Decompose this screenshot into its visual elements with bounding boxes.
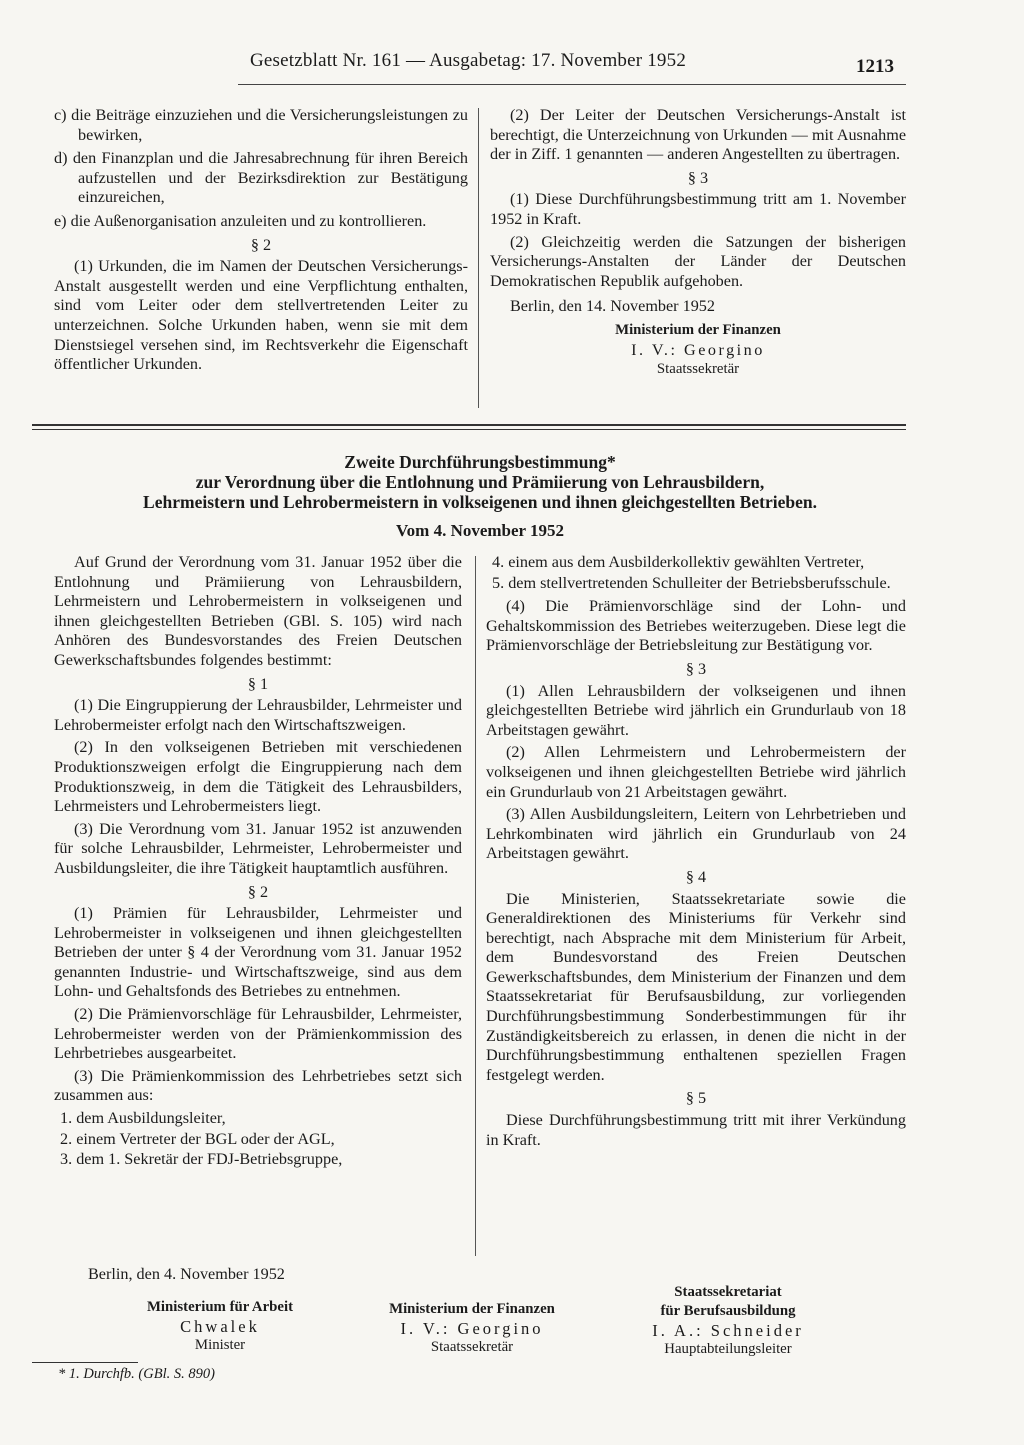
list-item: 3. dem 1. Sekretär der FDJ-Betriebsgruppe,: [60, 1150, 343, 1169]
left-column: [54, 553, 462, 1171]
decree-date: Vom 4. November 1952: [395, 521, 565, 540]
column-divider: [475, 556, 476, 1256]
paragraph: (3) Allen Ausbildungsleitern, Leitern von Lehrbetrieben und Lehrkombinaten wird jährlich ein Grundurlaub von 24 Arbeitstagen gewährt.: [486, 805, 906, 863]
signature-name: I. A.: Schneider: [652, 1321, 804, 1340]
paragraph: (1) Urkunden, die im Namen der Deutschen Versicherungs-Anstalt ausgestellt werden und eine Verpflichtung enthalten, sind vom Leiter oder dem stellvertretenden Leiter zu unterzeichnen. Solche Urkunden haben, wenn sie mit dem Dienstsiegel versehen sind, im Rechtsverkehr die Eigenschaft öffentlicher Urkunden.: [54, 257, 468, 374]
signature-org: Staatssekretariat: [674, 1284, 782, 1300]
paragraph: (1) Prämien für Lehrausbilder, Lehrmeister und Lehrobermeister in volkseigenen und ihnen gleichgestellten Betrieben der unter § 4 der Verordnung vom 31. Januar 1952 genannten Industrie- und Wirtschaftszweige, sind aus dem Lohn- und Gehaltsfonds des Betriebes zu entnehmen.: [54, 904, 462, 1001]
paragraph: Die Ministerien, Staatssekretariate sowie die Generaldirektionen des Ministeriums für Verkehr sind berechtigt, nach Absprache mit dem Ministerium für Arbeit, dem Bundesvorstand des Freien Deutschen Gewerkschaftsbundes, dem Ministerium der Finanzen und dem Staatssekretariat für Berufsausbildung, zur vorliegenden Durchführungsbestimmung Sonderbestimmungen für ihr Zuständigkeitsbereich zu erlassen, in denen die nicht in der Durchführungsbestimmung enthaltenen speziellen Fragen festgelegt werden.: [486, 889, 906, 1084]
section-heading: § 2: [250, 235, 272, 254]
paragraph: (2) In den volkseigenen Betrieben mit verschiedenen Produktionszweigen erfolgt die Eingruppierung nach dem Produktionszweig, in dem die Tätigkeit des Lehrausbilders, Lehrmeisters und Lehrobermeisters liegt.: [54, 738, 462, 816]
signature-role: Staatssekretär: [656, 361, 740, 378]
paragraph: (3) Die Prämienkommission des Lehrbetriebes setzt sich zusammen aus:: [54, 1066, 462, 1105]
signature-role: Hauptabteilungsleiter: [664, 1341, 792, 1357]
paragraph: Auf Grund der Verordnung vom 31. Januar 1952 über die Entlohnung und Prämiierung von Lehrausbildern, Lehrmeistern und Lehrobermeistern in volkseigenen und ihnen gleichgestellten Betrieben (GBl. S. 105) wird nach Anhören des Bundesvorstandes des Freien Deutschen Gewerkschaftsbundes folgendes bestimmt:: [54, 553, 462, 669]
page-number: 1213: [856, 56, 894, 77]
top-right-column: [490, 106, 906, 380]
paragraph: (4) Die Prämienvorschläge sind der Lohn- und Gehaltskommission des Betriebes weiterzugeben. Diese legt die Prämienvorschläge der Betriebsleitung zur Bestätigung vor.: [486, 597, 906, 655]
footnote: * 1. Durchfb. (GBl. S. 890): [58, 1366, 215, 1382]
list-item: 5. dem stellvertretenden Schulleiter der Betriebsberufsschule.: [492, 573, 891, 592]
list-item: 4. einem aus dem Ausbilderkollektiv gewählten Vertreter,: [492, 553, 865, 571]
paragraph: (1) Die Eingruppierung der Lehrausbilder, Lehrmeister und Lehrobermeister erfolgt nach den Wirtschaftszweigen.: [54, 696, 462, 734]
list-item: e) die Außenorganisation anzuleiten und zu kontrollieren.: [54, 211, 427, 230]
decree-title-line1: Zweite Durchführungsbestimmung*: [344, 452, 616, 472]
list-item: c) die Beiträge einzuziehen und die Versicherungsleistungen zu bewirken,: [54, 106, 468, 144]
signature-name: I. V.: Georgino: [400, 1319, 544, 1338]
signature-role: Minister: [194, 1337, 246, 1353]
section-heading: § 2: [247, 882, 269, 901]
decree-title-line3: Lehrmeistern und Lehrobermeistern in volkseigenen und ihnen gleichgestellten Betrieben.: [143, 492, 817, 512]
section-heading: § 5: [685, 1089, 707, 1108]
section-heading: § 3: [685, 659, 707, 678]
signature-name: I. V.: Georgino: [631, 340, 765, 359]
page-header: Gesetzblatt Nr. 161 — Ausgabetag: 17. November 1952: [250, 50, 687, 71]
signature-org-line2: für Berufsausbildung: [660, 1303, 796, 1319]
header-rule: [238, 84, 906, 85]
signature-org: Ministerium der Finanzen: [389, 1301, 555, 1317]
paragraph: (2) Der Leiter der Deutschen Versicherungs-Anstalt ist berechtigt, die Unterzeichnung von Urkunden — mit Ausnahme der in Ziff. 1 genannten — anderen Angestellten zu übertragen.: [490, 106, 906, 164]
list-item: 1. dem Ausbildungsleiter,: [60, 1109, 226, 1128]
signature-role: Staatssekretär: [430, 1339, 514, 1355]
place-date: Berlin, den 14. November 1952: [510, 297, 715, 316]
section-heading: § 4: [685, 867, 707, 886]
signature-org: Ministerium für Arbeit: [146, 1299, 294, 1315]
paragraph: (2) Gleichzeitig werden die Satzungen der bisherigen Versicherungs-Anstalten der Länder der Deutschen Demokratischen Republik aufgehoben.: [490, 232, 906, 290]
top-left-column: [54, 106, 468, 378]
closing-place-date: Berlin, den 4. November 1952: [88, 1265, 285, 1283]
section-heading: § 3: [687, 168, 709, 187]
decree-title-line2: zur Verordnung über die Entlohnung und Prämiierung von Lehrausbildern,: [195, 472, 765, 492]
signature-name: Chwalek: [180, 1317, 260, 1336]
column-divider: [478, 108, 479, 408]
footnote-rule: [32, 1362, 138, 1363]
signature-block: [110, 1298, 330, 1355]
paragraph: Diese Durchführungsbestimmung tritt mit ihrer Verkündung in Kraft.: [486, 1111, 906, 1149]
list-item: d) den Finanzplan und die Jahresabrechnung für ihren Bereich aufzustellen und der Bezirksdirektion zur Bestätigung einzureichen,: [54, 149, 468, 207]
signature-block: [362, 1300, 582, 1357]
section-rule: [32, 424, 906, 426]
paragraph: (1) Diese Durchführungsbestimmung tritt am 1. November 1952 in Kraft.: [490, 190, 906, 228]
section-heading: § 1: [247, 674, 269, 693]
right-column: [486, 553, 906, 1153]
signature-org: Ministerium der Finanzen: [615, 321, 781, 338]
signature-block: [618, 1283, 838, 1359]
paragraph: (2) Allen Lehrmeistern und Lehrobermeistern der volkseigenen und ihnen gleichgestellten Betriebe wird jährlich ein Grundurlaub von 21 Arbeitstagen gewährt.: [486, 743, 906, 801]
paragraph: (1) Allen Lehrausbildern der volkseigenen und ihnen gleichgestellten Betriebe wird jährlich ein Grundurlaub von 18 Arbeitstagen gewährt.: [486, 681, 906, 739]
paragraph: (3) Die Verordnung vom 31. Januar 1952 ist anzuwenden für solche Lehrausbilder, Lehrmeister, Lehrobermeister und Ausbildungsleiter, die ihre Tätigkeit hauptamtlich ausführen.: [54, 819, 462, 877]
paragraph: (2) Die Prämienvorschläge für Lehrausbilder, Lehrmeister, Lehrobermeister werden von der Prämienkommission des Lehrbetriebes ausgearbeitet.: [54, 1005, 462, 1063]
list-item: 2. einem Vertreter der BGL oder der AGL,: [60, 1129, 335, 1148]
section-rule-thin: [32, 429, 906, 430]
